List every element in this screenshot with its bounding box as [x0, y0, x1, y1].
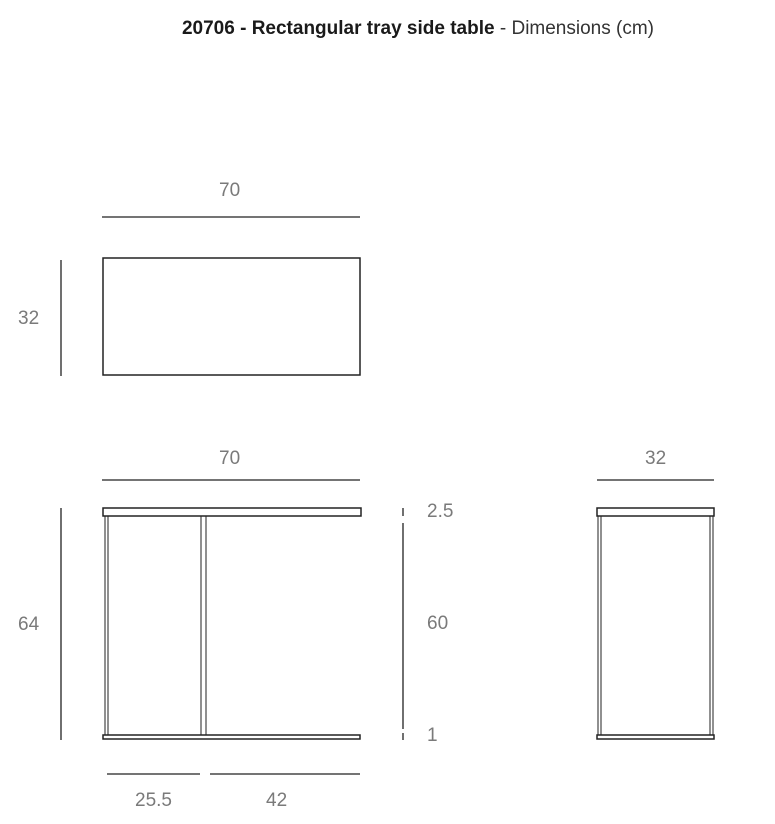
left-bay-label: 25.5 [135, 790, 172, 811]
front-view-base [103, 735, 360, 739]
side-view-base [597, 735, 714, 739]
front-view-width-label: 70 [219, 448, 241, 469]
top-view-depth-label: 32 [18, 308, 40, 329]
base-thickness-label: 1 [427, 725, 438, 746]
front-view-top-tray [103, 508, 361, 516]
top-view-tabletop [103, 258, 360, 375]
front-middle-leg [201, 515, 206, 737]
mid-height-label: 60 [427, 613, 449, 634]
title-subtitle: Dimensions (cm) [511, 18, 654, 39]
title-product-code: 20706 - Rectangular tray side table [181, 18, 495, 39]
side-view-top-tray [597, 508, 714, 516]
front-view-height-label: 64 [18, 614, 40, 635]
title-separator: - [494, 18, 512, 39]
top-view-width-label: 70 [219, 180, 241, 201]
side-view-width-label: 32 [645, 448, 667, 469]
side-right-leg [710, 515, 713, 737]
side-left-leg [598, 515, 601, 737]
right-bay-label: 42 [266, 790, 288, 811]
front-left-leg [105, 515, 108, 737]
top-thickness-label: 2.5 [427, 501, 454, 522]
